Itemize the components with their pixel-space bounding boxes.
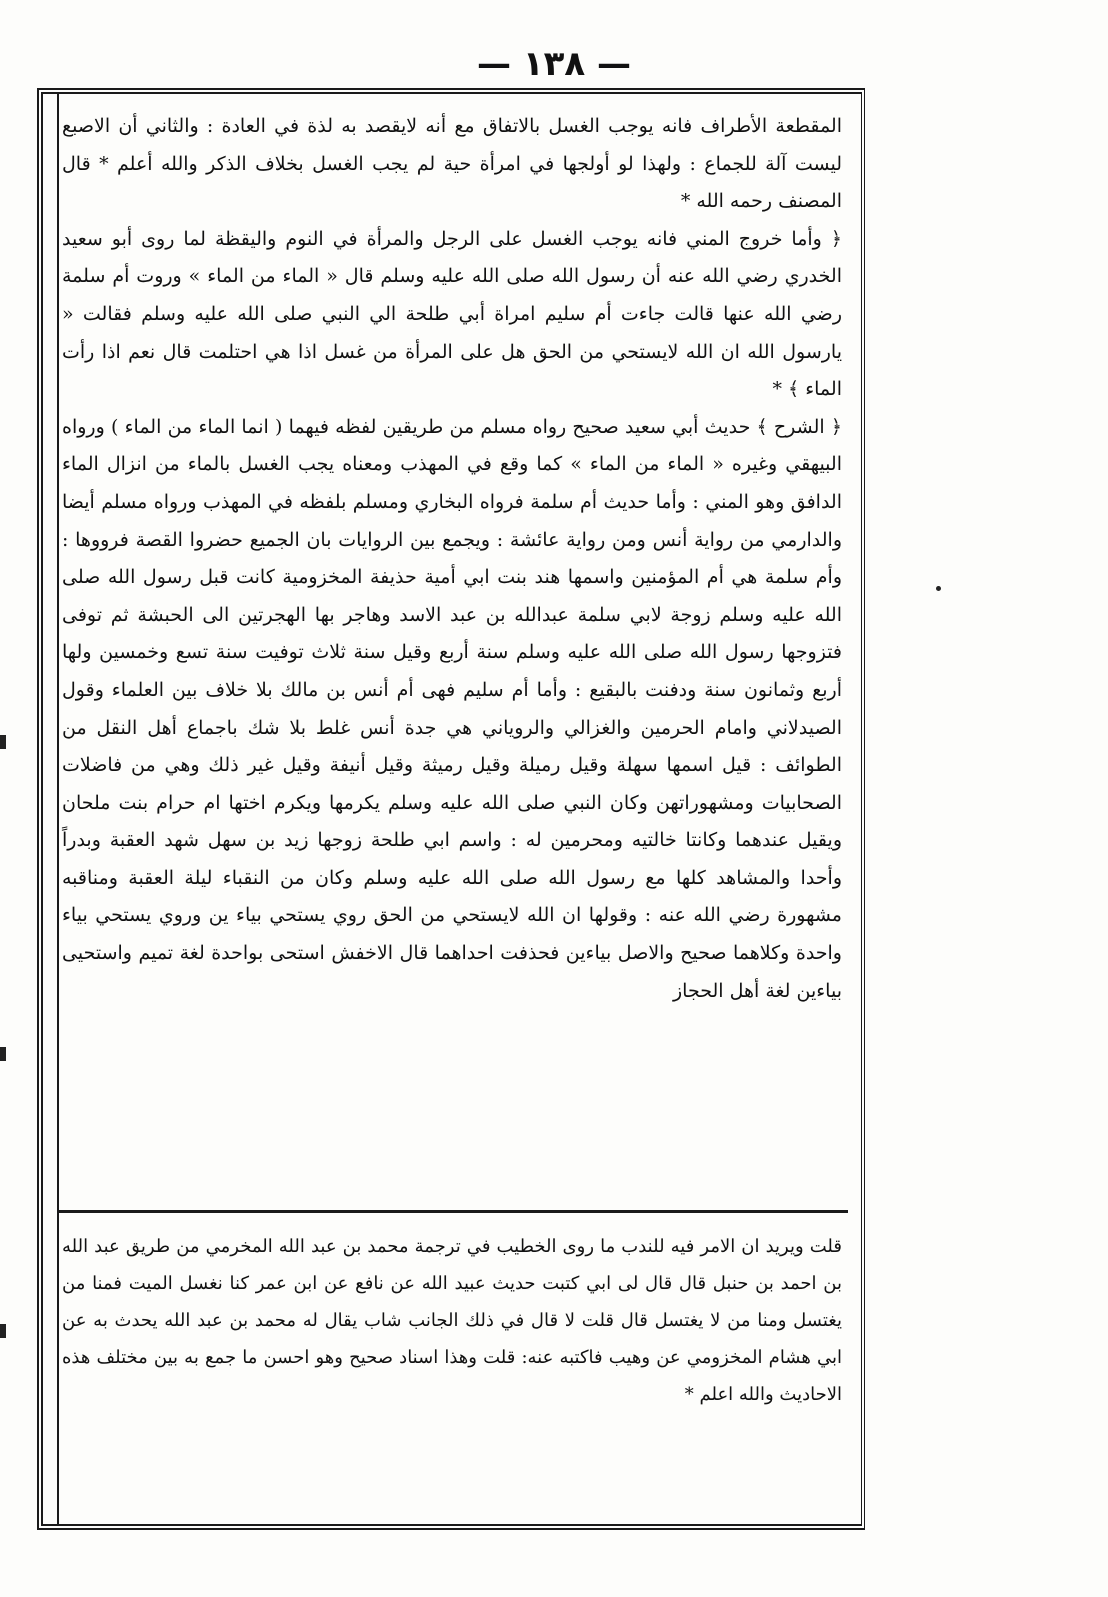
footnote-block [62, 1228, 842, 1413]
footnote-divider [58, 1210, 848, 1213]
footnote-paragraph: قلت ويريد ان الامر فيه للندب ما روى الخطيب في ترجمة محمد بن عبد الله المخرمي من طريق عبد الله بن احمد بن حنبل قال قال لى ابي كتبت حديث عبيد الله عن نافع عن ابن عمر كنا نغسل الميت فمنا من يغتسل ومنا من لا يغتسل قال قلت لا قال في ذلك الجانب شاب يقال له محمد بن عبد الله يحدث به عن ابي هشام المخزومي عن وهيب فاكتبه عنه: قلت وهذا اسناد صحيح وهو احسن ما جمع به بين مختلف هذه الاحاديث والله اعلم * [62, 1236, 842, 1405]
commentary-paragraph: ﴿ الشرح ﴾ حديث أبي سعيد صحيح رواه مسلم من طريقين لفظه فيهما ( انما الماء من الماء ) ورواه البيهقي وغيره « الماء من الماء » كما وقع في المهذب ومعناه يجب الغسل بالماء من انزال الماء الدافق وهو المني : وأما حديث أم سلمة فرواه البخاري ومسلم بلفظه في المهذب ورواه مسلم أيضا والدارمي من رواية أنس ومن رواية عائشة : ويجمع بين الروايات بان الجميع حضروا القصة فرووها : وأم سلمة هي أم المؤمنين واسمها هند بنت ابي أمية حذيفة المخزومية كانت قبل رسول الله صلى الله عليه وسلم زوجة لابي سلمة عبدالله بن عبد الاسد وهاجر بها الهجرتين الى الحبشة ثم توفى فتزوجها رسول الله صلى الله عليه وسلم سنة أربع وقيل سنة ثلاث توفيت سنة تسع وخمسين ولها أربع وثمانون سنة ودفنت بالبقيع : وأما أم سليم فهى أم أنس بن مالك بلا خلاف بين العلماء وقول الصيدلاني وامام الحرمين والغزالي والروياني هي جدة أنس غلط بلا شك باجماع أهل النقل من الطوائف : قيل اسمها سهلة وقيل رميلة وقيل رميثة وقيل أنيفة وقيل غير ذلك وهي من فاضلات الصحابيات ومشهوراتهن وكان النبي صلى الله عليه وسلم يكرمها ويكرم اختها ام حرام بنت ملحان ويقيل عندهما وكانتا خالتيه ومحرمين له : واسم ابي طلحة زوجها زيد بن سهل شهد العقبة وبدراً وأحدا والمشاهد كلها مع رسول الله صلى الله عليه وسلم وكان من النقباء ليلة العقبة ومناقبه مشهورة رضي الله عنه : وقولها ان الله لايستحي من الحق روي يستحي بياء ين وروي يستحي بياء واحدة وكلاهما صحيح والاصل بياءين فحذفت احداهما قال الاخفش استحى بواحدة لغة تميم واستحيى بياءين لغة أهل الحجاز [62, 415, 842, 1002]
scan-edge-mark [0, 1324, 6, 1338]
main-paragraph: المقطعة الأطراف فانه يوجب الغسل بالاتفاق مع أنه لايقصد به لذة في العادة : والثاني أن الاصبع ليست آلة للجماع : ولهذا لو أولجها في امرأة حية لم يجب الغسل بخلاف الذكر والله أعلم * قال المصنف رحمه الله * [62, 115, 842, 213]
scan-edge-mark [0, 735, 6, 749]
scan-dot [936, 586, 941, 591]
main-text-block [62, 108, 842, 1010]
main-paragraph: ﴿ وأما خروج المني فانه يوجب الغسل على الرجل والمرأة في النوم واليقظة لما روى أبو سعيد الخدري رضي الله عنه أن رسول الله صلى الله عليه وسلم قال « الماء من الماء » وروت أم سلمة رضي الله عنها قالت جاءت أم سليم امراة أبي طلحة الي النبي صلى الله عليه وسلم فقالت « يارسول الله ان الله لايستحي من الحق هل على المرأة من غسل اذا هي احتلمت قال نعم اذا رأت الماء ﴾ * [62, 227, 842, 401]
scan-edge-mark [0, 1047, 6, 1061]
frame-inner-rule [57, 94, 59, 1524]
page-number: — ١٣٨ — [477, 44, 631, 84]
